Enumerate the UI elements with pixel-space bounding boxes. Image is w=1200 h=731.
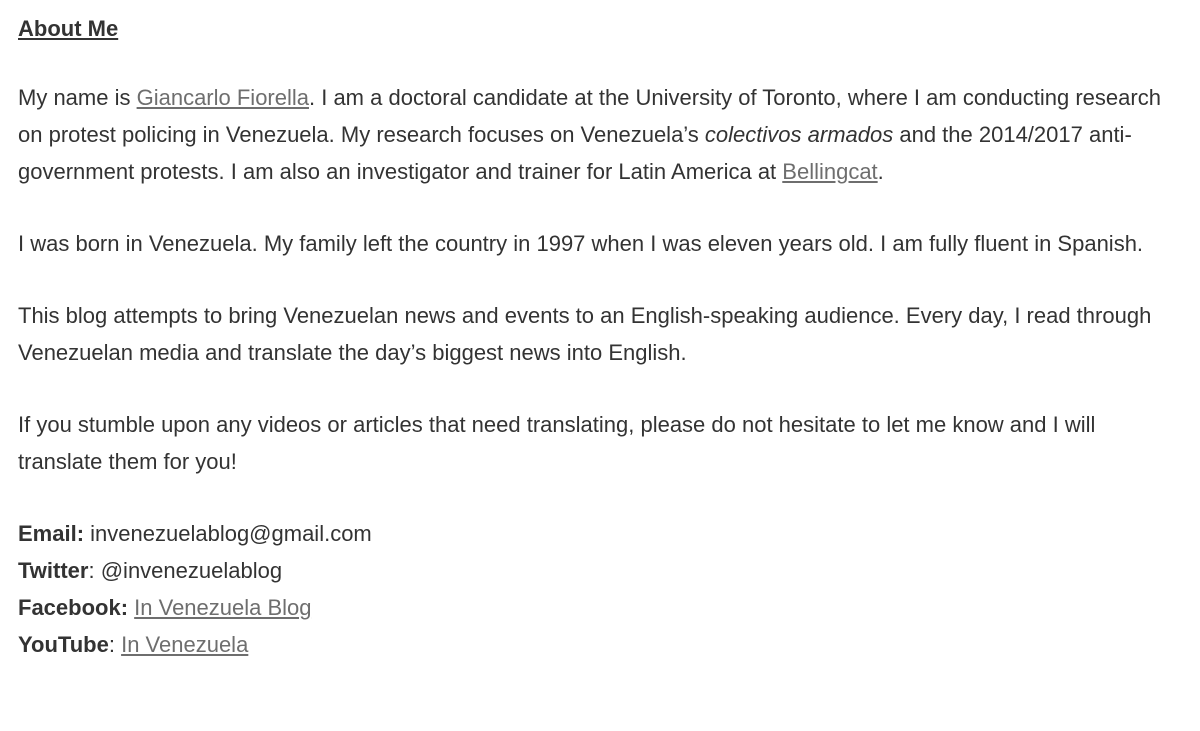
intro-text-3: and the 2014/2017 anti-government protests. I am also an investigator and trainer for Latin America at [18, 122, 1132, 184]
intro-text-1: My name is [18, 85, 137, 110]
intro-text-4: . [877, 159, 884, 184]
twitter-value: @invenezuelablog [100, 558, 283, 583]
contact-email-row [18, 515, 1183, 552]
youtube-separator: : [108, 632, 122, 657]
contact-facebook-row [18, 589, 1183, 626]
contact-list [18, 515, 1183, 663]
intro-italic-term: colectivos armados [704, 122, 894, 147]
facebook-link[interactable]: In Venezuela Blog [134, 595, 312, 620]
youtube-label: YouTube [18, 632, 109, 657]
background-paragraph: I was born in Venezuela. My family left the country in 1997 when I was eleven years old. I am fully fluent in Spanish. [18, 231, 1144, 256]
intro-text-2: . I am a doctoral candidate at the University of Toronto, where I am conducting research on protest policing in Venezuela. My research focuses on Venezuela’s [18, 85, 1161, 147]
about-section [18, 14, 1183, 663]
author-name-link[interactable]: Giancarlo Fiorella [136, 85, 309, 110]
contact-youtube-row [18, 626, 1183, 663]
bellingcat-link[interactable]: Bellingcat [782, 159, 878, 184]
email-label: Email: [18, 521, 85, 546]
contact-twitter-row [18, 552, 1183, 589]
intro-paragraph [18, 79, 1183, 190]
page-title: About Me [18, 16, 119, 41]
email-value: invenezuelablog@gmail.com [90, 521, 372, 546]
twitter-separator: : [88, 558, 101, 583]
twitter-label: Twitter [18, 558, 89, 583]
facebook-label: Facebook: [18, 595, 129, 620]
blog-purpose-paragraph: This blog attempts to bring Venezuelan news and events to an English-speaking audience. Every day, I read through Venezuelan media and translate the day’s biggest news into English. [18, 303, 1152, 365]
translation-request-paragraph: If you stumble upon any videos or articles that need translating, please do not hesitate to let me know and I will translate them for you! [18, 412, 1096, 474]
youtube-link[interactable]: In Venezuela [121, 632, 249, 657]
